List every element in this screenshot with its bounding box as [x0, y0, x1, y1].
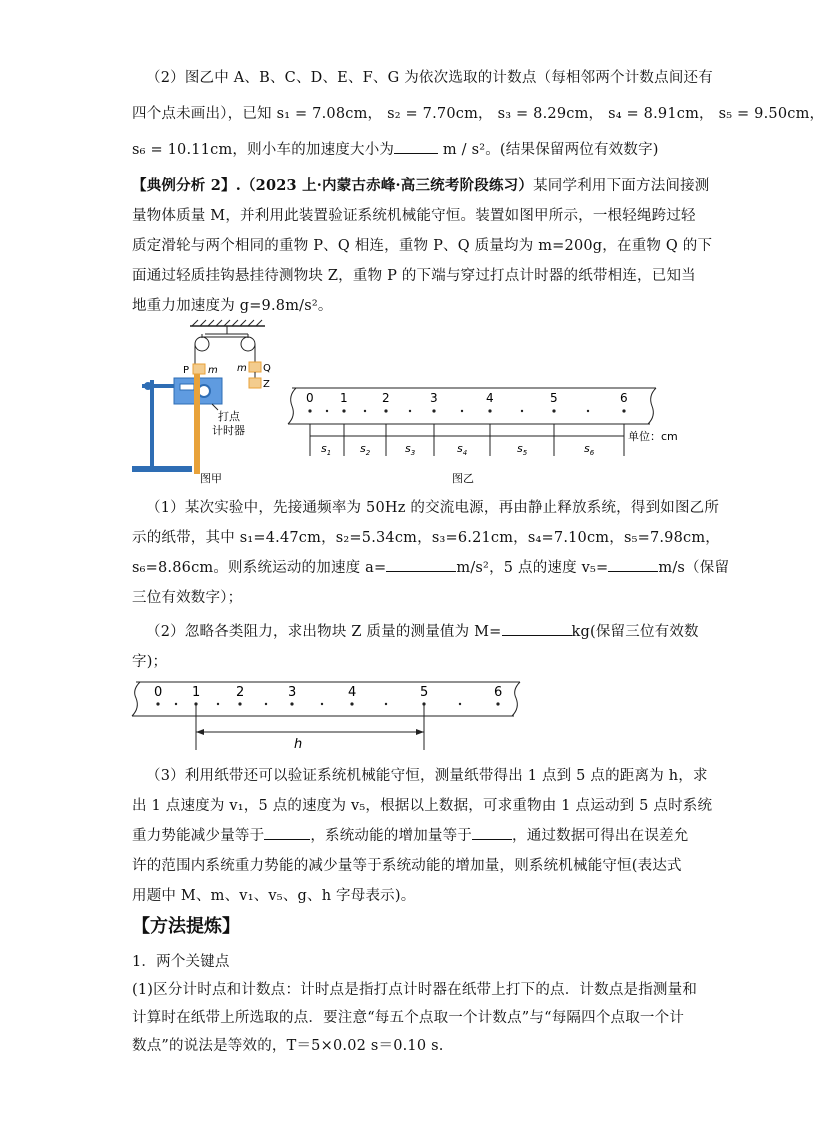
q1-line-4: 三位有效数字）；: [132, 590, 243, 606]
method-item-1: 1．两个关键点: [132, 954, 230, 970]
q2-line-2: 字)；: [132, 654, 168, 670]
method-para-2: 计算时在纸带上所选取的点．要注意“每五个点取一个计数点”与“每隔四个点取一个计: [132, 1010, 685, 1026]
tape2-point-5: 5: [420, 685, 429, 700]
kinetic-energy-blank[interactable]: [472, 825, 512, 840]
tape-point-6: 6: [620, 391, 628, 405]
label-p: P: [183, 365, 190, 376]
s6-value: s₆ = 10.11cm: [132, 142, 233, 158]
stand-pole: [150, 380, 154, 468]
weight-q: [249, 362, 261, 372]
tape2-point-0: 0: [154, 685, 163, 700]
q2a-line-2: 四个点未画出），已知 s₁ = 7.08cm， s₂ = 7.70cm， s₃ = 8.29cm， s₄ = 8.91cm， s₅ = 9.50cm，: [132, 106, 824, 122]
q1-line-3-c: m/s（保留: [658, 560, 730, 576]
unit-label: 单位：cm: [628, 430, 678, 443]
figure-apparatus: [120, 318, 700, 488]
s2-value: s₂ = 7.70cm: [387, 106, 479, 122]
mass-answer-blank[interactable]: [502, 621, 572, 636]
ceiling-hatch: [190, 320, 265, 334]
q2a-line-1: （2）图乙中 A、B、C、D、E、F、G 为依次选取的计数点（每相邻两个计数点间还有: [146, 70, 713, 86]
tape-diagram: [288, 388, 678, 485]
stand-base: [132, 466, 192, 472]
label-z: Z: [263, 379, 270, 390]
tape-point-1: 1: [340, 391, 348, 405]
s1-value: s₁ = 7.08cm: [276, 106, 368, 122]
example-line-1-rest: 某同学利用下面方法间接测: [533, 178, 710, 194]
s3-value: s₃ = 8.29cm: [497, 106, 589, 122]
tape-point-3: 3: [430, 391, 438, 405]
q2a-unit: m / s²: [442, 142, 486, 158]
example-line-5: 地重力加速度为 g=9.8m/s²。: [132, 298, 333, 314]
label-q: Q: [263, 363, 271, 374]
tape2-point-3: 3: [288, 685, 297, 700]
q1-line-3: [132, 556, 729, 577]
h-label: h: [294, 737, 303, 752]
tape-point-5: 5: [550, 391, 558, 405]
example-line-2: 量物体质量 M，并利用此装置验证系统机械能守恒。装置如图甲所示，一根轻绳跨过轻: [132, 208, 696, 224]
q3-line-3-a: 重力势能减少量等于: [132, 828, 265, 844]
tape2-point-2: 2: [236, 685, 245, 700]
method-para-1: (1)区分计时点和计数点：计时点是指打点计时器在纸带上打下的点．计数点是指测量和: [132, 982, 698, 998]
example-line-1: [132, 174, 710, 195]
q3-line-3-c: ，通过数据可得出在误差允: [512, 828, 689, 844]
example-line-4: 面通过轻质挂钩悬挂待测物块 Z，重物 P 的下端与穿过打点计时器的纸带相连，已知当: [132, 268, 696, 284]
tape-count-points: [306, 391, 628, 405]
q1-line-2: 示的纸带，其中 s₁=4.47cm，s₂=5.34cm，s₃=6.21cm，s₄=7.10cm，s₅=7.98cm，: [132, 530, 721, 546]
q2a-line-3-end: 。(结果保留两位有效数字): [485, 142, 659, 158]
v5-answer-blank[interactable]: [608, 557, 658, 572]
timer-label-2: 计时器: [212, 424, 245, 437]
weight-p: [193, 364, 205, 374]
acceleration-blank[interactable]: [394, 139, 438, 154]
tape-point-2: 2: [382, 391, 390, 405]
q2-line-1-a: （2）忽略各类阻力，求出物块 Z 质量的测量值为 M=: [146, 624, 502, 640]
acceleration-answer-blank[interactable]: [386, 557, 456, 572]
potential-energy-blank[interactable]: [264, 825, 310, 840]
segment-s5: $s_5$: [517, 442, 528, 457]
q1-line-3-b: m/s²，5 点的速度 v₅=: [456, 560, 609, 576]
q2-line-1: [146, 620, 699, 641]
paper-tape: [194, 374, 200, 474]
q3-line-3: [132, 824, 688, 845]
tape2-count-points: [154, 685, 502, 700]
tape2-point-6: 6: [494, 685, 503, 700]
pulley-right: [241, 337, 255, 351]
segment-s1: $s_1$: [321, 442, 332, 457]
method-heading: 【方法提炼】: [132, 916, 240, 937]
q1-line-1: （1）某次实验中，先接通频率为 50Hz 的交流电源，再由静止释放系统，得到如图乙所: [146, 500, 720, 516]
example-tag: 【典例分析 2】.（2023 上·内蒙古赤峰·高三统考阶段练习）: [132, 177, 534, 194]
segment-s4: $s_4$: [457, 442, 468, 457]
tape2-point-1: 1: [192, 685, 201, 700]
label-m-left: m: [208, 365, 218, 376]
segment-s3: $s_3$: [405, 442, 416, 457]
tape2-point-4: 4: [348, 685, 357, 700]
s5-value: s₅ = 9.50cm: [718, 106, 810, 122]
caption-yi: 图乙: [452, 472, 474, 485]
timer-label-1: 打点: [218, 410, 240, 423]
q3-line-1: （3）利用纸带还可以验证系统机械能守恒，测量纸带得出 1 点到 5 点的距离为 h，求: [146, 768, 708, 784]
segment-s2: $s_2$: [360, 442, 371, 457]
q3-line-4: 许的范围内系统重力势能的减少量等于系统动能的增加量，则系统机械能守恒(表达式: [132, 858, 682, 874]
q3-line-5: 用题中 M、m、v₁、v₅、g、h 字母表示)。: [132, 888, 416, 904]
figure-tape-h: [128, 676, 528, 756]
s4-value: s₄ = 8.91cm: [608, 106, 700, 122]
q1-line-3-a: s₆=8.86cm。则系统运动的加速度 a=: [132, 560, 387, 576]
q2a-line-3-mid: ，则小车的加速度大小为: [232, 142, 395, 158]
q2a-line-2-pre: 四个点未画出），已知: [132, 106, 277, 122]
pulley-left: [195, 337, 209, 351]
caption-jia: 图甲: [200, 472, 222, 485]
q2-line-1-b: kg(保留三位有效数: [571, 624, 699, 640]
q3-line-2: 出 1 点速度为 v₁，5 点的速度为 v₅，根据以上数据，可求重物由 1 点运动到 5 点时系统: [132, 798, 713, 814]
block-z: [249, 378, 261, 388]
q2a-line-3: [132, 138, 659, 159]
tape-point-0: 0: [306, 391, 314, 405]
example-line-3: 质定滑轮与两个相同的重物 P、Q 相连，重物 P、Q 质量均为 m=200g，在重物 Q 的下: [132, 238, 713, 254]
q3-line-3-b: ，系统动能的增加量等于: [310, 828, 473, 844]
tape-point-4: 4: [486, 391, 494, 405]
segment-s6: $s_6$: [584, 442, 595, 457]
method-para-3: 数点”的说法是等效的，T＝5×0.02 s＝0.10 s.: [132, 1038, 444, 1054]
label-m-right: m: [237, 363, 247, 374]
